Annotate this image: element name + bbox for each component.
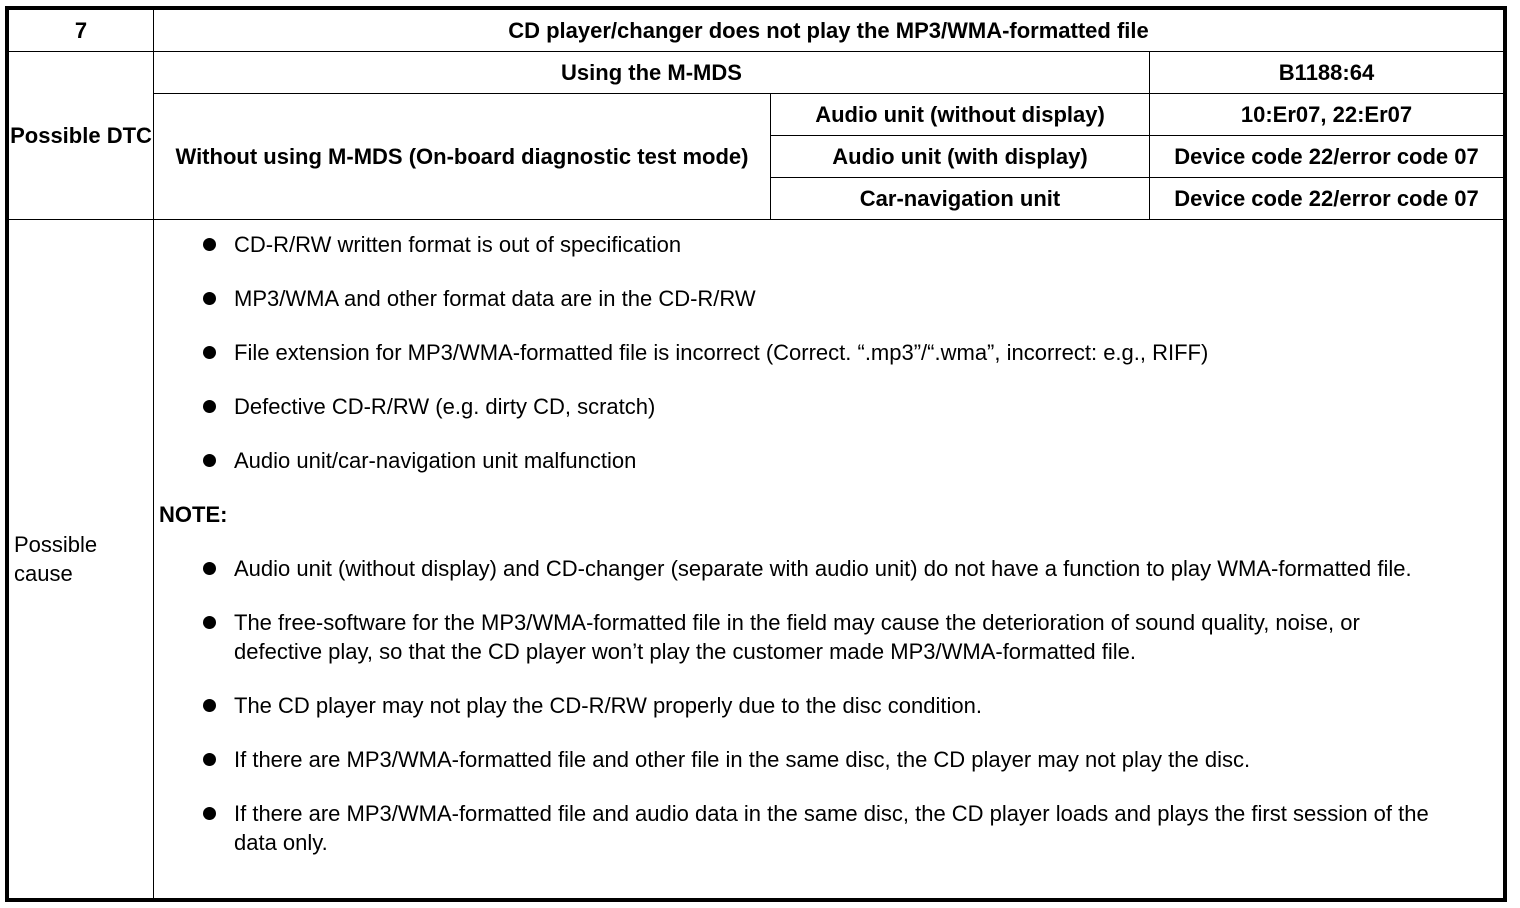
list-item: Defective CD-R/RW (e.g. dirty CD, scratch)	[159, 392, 1503, 421]
without-mmds-label: Without using M-MDS (On-board diagnostic test mode)	[154, 94, 771, 220]
dtc-ondiag-row	[9, 94, 1504, 136]
diagnostic-table-sheet	[5, 6, 1507, 902]
bullet-icon	[203, 346, 216, 359]
note-list	[159, 554, 1503, 857]
bullet-icon	[203, 807, 216, 820]
dtc-unit-code: Device code 22/error code 07	[1150, 136, 1504, 178]
header-row	[9, 10, 1504, 52]
bullet-icon	[203, 400, 216, 413]
bullet-icon	[203, 238, 216, 251]
dtc-unit-label: Car-navigation unit	[771, 178, 1150, 220]
dtc-unit-label: Audio unit (with display)	[771, 136, 1150, 178]
list-item: MP3/WMA and other format data are in the CD-R/RW	[159, 284, 1503, 313]
list-item: CD-R/RW written format is out of specification	[159, 230, 1503, 259]
bullet-icon	[203, 562, 216, 575]
list-item: If there are MP3/WMA-formatted file and other file in the same disc, the CD player may not play the disc.	[159, 745, 1503, 774]
cause-list	[159, 230, 1503, 475]
cause-row	[9, 220, 1504, 899]
using-mmds-label: Using the M-MDS	[154, 52, 1150, 94]
list-item: File extension for MP3/WMA-formatted file is incorrect (Correct. “.mp3”/“.wma”, incorrect: e.g., RIFF)	[159, 338, 1503, 367]
bullet-icon	[203, 753, 216, 766]
dtc-unit-label: Audio unit (without display)	[771, 94, 1150, 136]
bullet-icon	[203, 292, 216, 305]
possible-cause-body	[154, 220, 1504, 899]
diagnostic-table	[8, 9, 1504, 899]
list-item: The CD player may not play the CD-R/RW properly due to the disc condition.	[159, 691, 1503, 720]
dtc-unit-code: Device code 22/error code 07	[1150, 178, 1504, 220]
dtc-mmds-row	[9, 52, 1504, 94]
list-item: If there are MP3/WMA-formatted file and audio data in the same disc, the CD player loads and plays the first session of the data only.	[159, 799, 1503, 857]
item-number: 7	[9, 10, 154, 52]
bullet-icon	[203, 699, 216, 712]
list-item: Audio unit (without display) and CD-changer (separate with audio unit) do not have a function to play WMA-formatted file.	[159, 554, 1503, 583]
note-label: NOTE:	[159, 502, 228, 527]
item-title: CD player/changer does not play the MP3/WMA-formatted file	[154, 10, 1504, 52]
dtc-unit-code: 10:Er07, 22:Er07	[1150, 94, 1504, 136]
possible-dtc-label: Possible DTC	[9, 52, 154, 220]
list-item: The free-software for the MP3/WMA-formatted file in the field may cause the deterioration of sound quality, noise, or defective play, so that the CD player won’t play the customer made MP3/WMA-formatted file.	[159, 608, 1503, 666]
possible-cause-label: Possible cause	[9, 220, 154, 899]
bullet-icon	[203, 454, 216, 467]
using-mmds-code: B1188:64	[1150, 52, 1504, 94]
list-item: Audio unit/car-navigation unit malfunction	[159, 446, 1503, 475]
bullet-icon	[203, 616, 216, 629]
